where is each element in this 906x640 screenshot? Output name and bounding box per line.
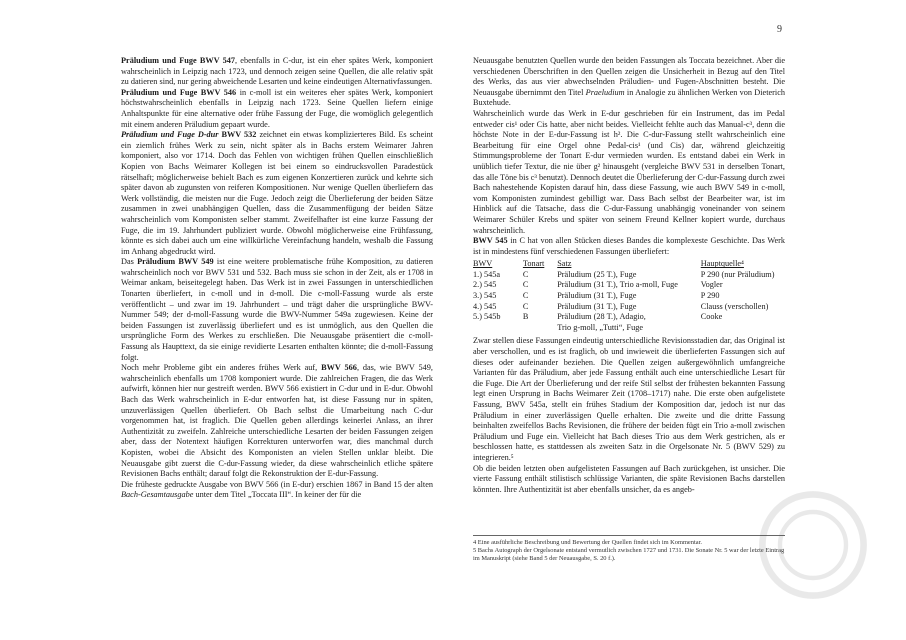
table-row	[473, 280, 785, 291]
lead-bold: Präludium BWV 549	[137, 257, 214, 267]
paragraph-bwv-545	[473, 236, 785, 257]
paragraph-edition	[121, 480, 433, 501]
lead-bold: Präludium und Fuge BWV 547	[121, 56, 236, 65]
table-cell	[473, 323, 523, 334]
paragraph-revisions	[473, 336, 785, 463]
table-row	[473, 291, 785, 302]
table-row	[473, 302, 785, 313]
italic-term: Praeludium	[585, 87, 625, 97]
table-cell: C	[522, 280, 529, 290]
paragraph-text: Ob die beiden letzten oben aufgelisteten Fassungen auf Bach zurückgehen, ist unsicher. Die vierte Fassung enthält stilistisch schlüssige Varianten, die späte Revisionen Bachs darstellen könnten. Ihre Authentizität ist aber ebenfalls unsicher, da es angeb-	[473, 463, 785, 494]
footnotes	[473, 535, 785, 564]
column-header: Hauptquelle⁴	[700, 259, 744, 269]
table-header-row	[473, 259, 785, 270]
table-cell: Präludium (31 T.), Fuge	[557, 301, 637, 311]
lead-bold: BWV 566	[321, 363, 357, 373]
column-header: Satz	[557, 259, 572, 269]
table-cell: Präludium (25 T.), Fuge	[557, 269, 637, 279]
paragraph-text: in C hat von allen Stücken dieses Bandes die komplexeste Geschichte. Das Werk ist in mindestens fünf verschiedenen Fassungen überliefert:	[473, 236, 786, 256]
table-cell: Clauss (verschollen)	[700, 301, 769, 311]
column-header: Tonart	[522, 259, 545, 269]
paragraph-text: , ebenfalls in C-dur, ist ein eher spätes Werk, komponiert wahrscheinlich in Leipzig nach 1723, und dennoch zeigen seine Quellen, die alle relativ spät zu datieren sind, nur gering abweichende Lesarten und keine eindeutigen Alternativfassungen.	[121, 56, 433, 87]
lead-bold: Präludium und Fuge BWV 546	[121, 87, 237, 97]
footnote-5: 5 Bachs Autograph der Orgelsonate entstand vermutlich zwischen 1727 und 1731. Die Sonate Nr. 5 war der letzte Eintrag im Manuskript (siehe Band 5 der Neuausgabe, S. 20 f.).	[473, 547, 785, 563]
table-cell: Trio g-moll, „Tutti“, Fuge	[557, 322, 644, 332]
table-cell	[701, 323, 785, 334]
paragraph-bwv-546	[121, 88, 433, 130]
versions-table	[473, 259, 785, 333]
table-row	[473, 270, 785, 281]
page-number: 9	[777, 24, 782, 35]
table-row	[473, 323, 785, 334]
table-cell: 2.) 545	[473, 280, 497, 290]
lead-italic: Bach-Gesamtausgabe	[121, 490, 194, 500]
versions-table-body	[473, 270, 785, 334]
paragraph-e-dur	[473, 109, 785, 236]
table-cell: C	[522, 291, 529, 301]
lead-bold-italic: Präludium und Fuge D-dur	[121, 130, 219, 140]
table-cell: Präludium (31 T.), Trio a-moll, Fuge	[557, 280, 678, 290]
paragraph-authenticity	[473, 464, 785, 496]
paragraph-text: , das, wie BWV 549, wahrscheinlich ebenfalls um 1708 komponiert wurde. Die zahlreichen Fragen, die das Werk aufwirft, können hier nur gestreift werden. BWV 566 existiert in C-dur und in E-dur. Obwohl Bach das Werk wahrscheinlich in E-dur entworfen hat, ist diese Fassung nur in späten, unzuverlässigen Quellen überliefert. Ob Bach selbst die Umarbeitung nach C-dur vorgenommen hat, ist fraglich. Die Quellen geben allerdings keinerlei Anlass, an ihrer Authentizität zu zweifeln. Zahlreiche unterschiedliche Lesarten der beiden Fassungen zeigen aber, dass der Notentext häufigen Korrekturen unterworfen war, dies manchmal durch Kopisten, wobei die Absicht des Komponisten an vielen Stellen unklar bleibt. Die Neuausgabe gibt zuerst die C-dur-Fassung wieder, da diese wahrscheinlich etliche spätere Revisionen Bachs enthält; darauf folgt die Rekonstruktion der E-dur-Fassung.	[121, 363, 433, 479]
paragraph-bwv-549	[121, 257, 433, 363]
table-cell: P 290	[700, 291, 720, 301]
paragraph-pre: Die früheste gedruckte Ausgabe von BWV 566 (in E-dur) erschien 1867 in Band 15 der alten	[121, 479, 433, 489]
paragraph-bwv-566	[121, 363, 433, 480]
footnote-4: 4 Eine ausführliche Beschreibung und Bewertung der Quellen findet sich im Kommentar.	[473, 539, 702, 546]
paragraph-pre: Das	[121, 257, 138, 267]
table-cell: P 290 (nur Präludium)	[700, 269, 775, 279]
paragraph-text: zeichnet ein etwas komplizierteres Bild. Es scheint ein ziemlich frühes Werk zu sein, nicht später als in Bachs erstem Weimarer Jahren komponiert, also vor 1714. Doch das Fehlen von wichtigen frühen Quellen einschließlich Kopien von Bachs Weimarer Kollegen ist bei einem so eindrucksvollen Paradestück rätselhaft; möglicherweise behielt Bach es zum eigenen Konzertieren zurück und kehrte sich später davon ab zugunsten von reiferen Kompositionen. Nur wenige Quellen überliefern das Werk vollständig, die meisten nur die Fuge. Jedoch zeigt die Überlieferung der beiden Sätze zusammen in zwei unabhängigen Quellen, dass die Zusammenfügung der beiden Sätze wahrscheinlich vom Komponisten selber stammt. Zweifelhafter ist eine kurze Fassung der Fuge, die im 19. Jahrhundert publiziert wurde. Obwohl möglicherweise eine Frühfassung, könnte es sich dabei auch um eine willkürliche Vereinfachung handeln, weshalb die Fassung im Anhang abgedruckt wird.	[121, 130, 433, 256]
table-cell: 3.) 545	[473, 291, 497, 301]
table-cell	[523, 323, 557, 334]
paragraph-bwv-532	[121, 130, 433, 257]
right-column	[473, 56, 785, 495]
table-cell: 5.) 545b	[473, 312, 501, 322]
paragraph-text: unter dem Titel „Toccata III“. In keiner der für die	[193, 490, 362, 500]
table-cell: Präludium (31 T.), Fuge	[557, 291, 637, 301]
paragraph-text: in c-moll ist ein weiteres eher spätes Werk, komponiert höchstwahrscheinlich ebenfalls in Leipzig nach 1723. Seine Quellen liefern einige Anhaltspunkte für eine alternative oder frühe Fassung der Fuge, die womöglich gelegentlich mit einem anderen Präludium gepaart wurde.	[121, 87, 433, 129]
paragraph-pre: Noch mehr Probleme gibt ein anderes frühes Werk auf,	[121, 363, 322, 373]
paragraph-text: Wahrscheinlich wurde das Werk in E-dur geschrieben für ein Instrument, das im Pedal entweder cis¹ oder Cis hatte, aber nicht beides. Vielleicht fehlte auch das Manual-c³, denn die höchste Note in der E-dur-Fassung ist h². Die C-dur-Fassung stellt wahrscheinlich eine Bearbeitung für eine Orgel ohne Pedal-cis¹ (und Cis) dar, während gleichzeitig Stimmungsprobleme der Tonart E-dur vermieden wurden. Es entstand dabei ein Werk in unüblich tiefer Textur, die nie über g² hinausgeht (vergleiche BWV 531 in derselben Tonart, das alle Töne bis c³ benutzt). Dennoch deutet die Überlieferung der C-dur-Fassung durch zwei Bach nahestehende Kopisten darauf hin, dass diese Fassung, wie auch BWV 549 in c-moll, vom Komponisten zumindest gebilligt war. Dass Bach selbst der Bearbeiter war, ist im Hinblick auf die Tatsache, dass die C-dur-Fassung unabhängig voneinander von seinem Weimarer Schüler Krebs und später von seinem Freund Kellner kopiert wurde, durchaus wahrscheinlich.	[473, 108, 785, 235]
paragraph-text: Zwar stellen diese Fassungen eindeutig unterschiedliche Revisionsstadien dar, das Original ist aber verschollen, und es ist fraglich, ob und inwieweit die überlieferten Fassungen sich auf dieses oder aufeinander beziehen. Die Quellen zeigen außergewöhnlich umfangreiche Varianten für das Präludium, aber jede Fassung enthält auch eine unterschiedliche Lesart für die Fuge. Die Art der Überlieferung und der reife Stil selbst der frühesten bekannten Fassung legt einen Ursprung in Bachs Weimarer Zeit (1708–1717) nahe. Die erste oben aufgelistete Fassung, BWV 545a, stellt ein frühes Stadium der Komposition dar, jedoch ist nur das Präludium in einer zuverlässigen Quelle erhalten. Die zweite und die dritte Fassung beinhalten zweifellos Bachs Revisionen, die frühere der beiden fügt ein Trio a-moll zwischen Präludium und Fuge ein. Vielleicht hat Bach dieses Trio aus dem Werk gestrichen, als er beschlossen hatte, es stattdessen als zweiten Satz in die Orgelsonate Nr. 5 (BWV 529) zu integrieren.⁵	[473, 336, 785, 462]
table-row	[473, 312, 785, 323]
paragraph-toccata-title	[473, 56, 785, 109]
lead-bold: BWV 532	[218, 130, 257, 140]
paragraph-bwv-547	[121, 56, 433, 88]
lead-bold: BWV 545	[473, 236, 508, 246]
table-cell: 4.) 545	[473, 301, 497, 311]
table-cell: Vogler	[700, 280, 723, 290]
table-cell: Cooke	[700, 312, 723, 322]
table-cell: B	[522, 312, 529, 322]
column-header: BWV	[473, 259, 493, 269]
table-cell: C	[522, 269, 529, 279]
table-cell: 1.) 545a	[473, 269, 501, 279]
table-cell: Präludium (28 T.), Adagio,	[557, 312, 646, 322]
paragraph-text: ist eine weitere problematische frühe Komposition, zu datieren wahrscheinlich noch vor BWV 531 und 532. Bach muss sie schon in der Zeit, als er 1708 in Weimar ankam, beiseitegelegt haben. Das Werk ist in zwei Fassungen in unterschiedlichen Tonarten überliefert, in c-moll und in d-moll. Die c-moll-Fassung wurde als erste veröffentlicht – und zwar im 19. Jahrhundert – und trägt daher die ursprüngliche BWV-Nummer 549; der d-moll-Fassung wurde die BWV-Nummer 549a zugewiesen. Keine der beiden Fassungen ist zuverlässig überliefert und es ist unmöglich, aus den Quellen die ursprüngliche Form des Werkes zu erschließen. Die Neuausgabe präsentiert die c-moll-Fassung als Haupttext, da sie einige revidierte Lesarten enthalten könnte; die d-moll-Fassung folgt.	[121, 257, 433, 362]
paragraph-text: Neuausgabe benutzten Quellen wurde den beiden Fassungen als Toccata bezeichnet. Aber die verschiedenen Überschriften in den Quellen zeigen die Unsicherheit in Bezug auf den Titel des Werks, das aus vier abwechselnden Präludien- und Fugen-Abschnitten besteht. Die Neuausgabe übernimmt den Titel	[473, 56, 785, 97]
left-column	[121, 56, 433, 501]
paragraph-tail: in Analogie zu ähnlichen Werken von Dieterich Buxtehude.	[473, 87, 785, 108]
table-cell: C	[522, 301, 529, 311]
